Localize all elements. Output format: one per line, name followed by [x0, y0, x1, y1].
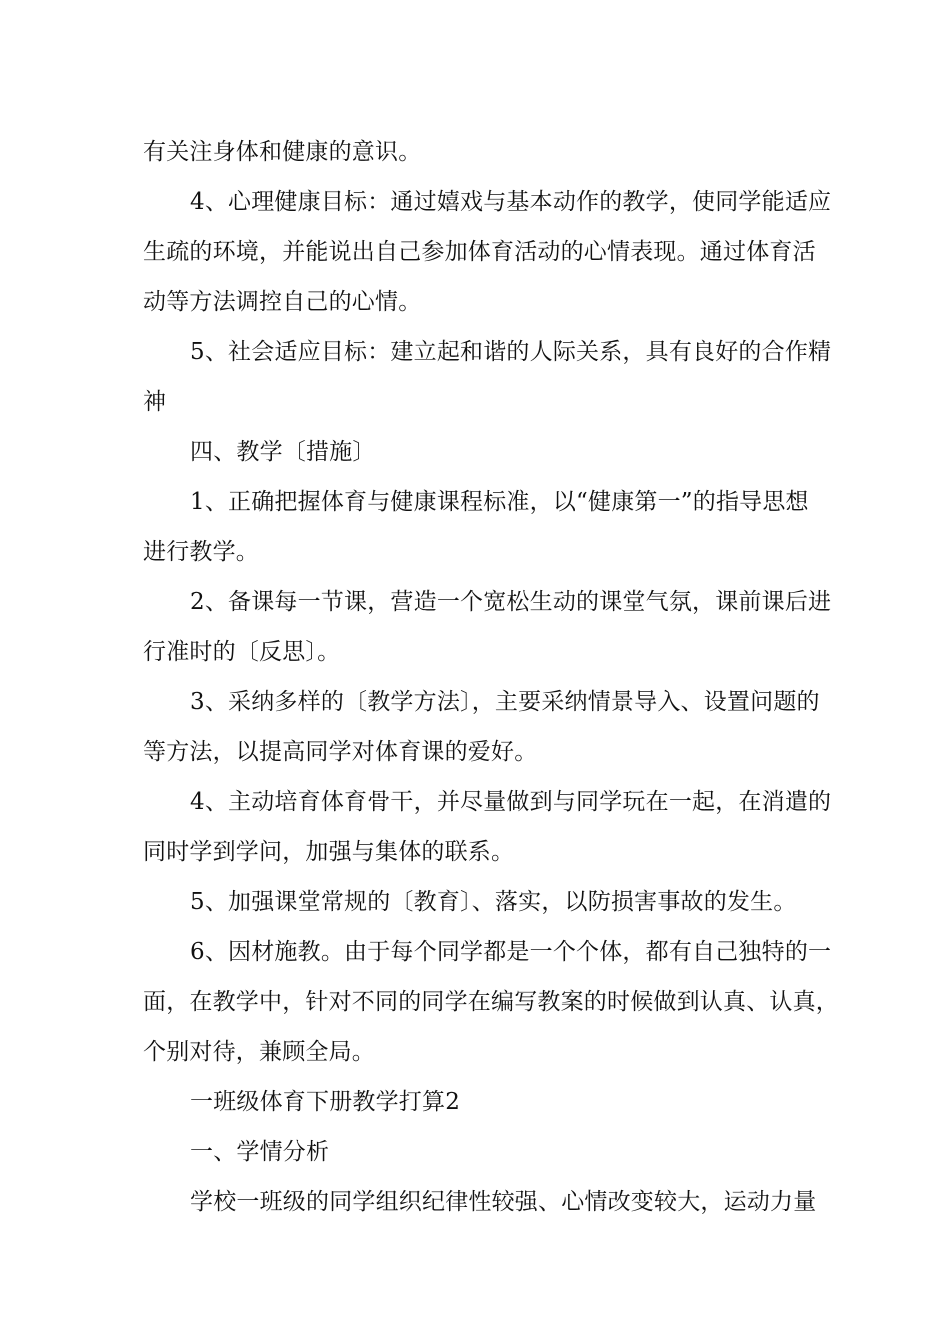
section-heading: 一、学情分析	[190, 1139, 330, 1165]
text-line: 行准时的〔反思〕。	[143, 639, 341, 665]
text-line: 3、采纳多样的〔教学方法〕，主要采纳情景导入、设置问题的	[190, 689, 820, 715]
section-heading: 四、教学〔措施〕	[190, 439, 376, 465]
text-line: 5、加强课堂常规的〔教育〕、落实，以防损害事故的发生。	[190, 889, 797, 915]
text-line: 2、备课每一节课，营造一个宽松生动的课堂气氛，课前课后进	[190, 589, 832, 615]
text-line: 动等方法调控自己的心情。	[143, 289, 422, 315]
text-line: 个别对待，兼顾全局。	[143, 1039, 375, 1065]
text-line: 6、因材施教。由于每个同学都是一个个体，都有自己独特的一	[190, 939, 832, 965]
text-line: 同时学到学问，加强与集体的联系。	[143, 839, 515, 865]
text-line: 4、心理健康目标：通过嬉戏与基本动作的教学，使同学能适应	[190, 189, 832, 215]
text-line: 生疏的环境，并能说出自己参加体育活动的心情表现。通过体育活	[143, 239, 816, 265]
text-line: 神	[143, 389, 167, 415]
section-title: 一班级体育下册教学打算2	[190, 1089, 461, 1115]
text-line: 有关注身体和健康的意识。	[143, 139, 422, 165]
text-line: 面，在教学中，针对不同的同学在编写教案的时候做到认真、认真，	[143, 989, 839, 1015]
text-line: 进行教学。	[143, 539, 259, 565]
text-line: 等方法，以提高同学对体育课的爱好。	[143, 739, 538, 765]
text-line: 1、正确把握体育与健康课程标准，以“健康第一”的指导思想	[190, 489, 809, 515]
text-line: 5、社会适应目标：建立起和谐的人际关系，具有良好的合作精	[190, 339, 832, 365]
text-line: 4、主动培育体育骨干，并尽量做到与同学玩在一起，在消遣的	[190, 789, 832, 815]
text-line: 学校一班级的同学组织纪律性较强、心情改变较大，运动力量	[190, 1189, 817, 1215]
